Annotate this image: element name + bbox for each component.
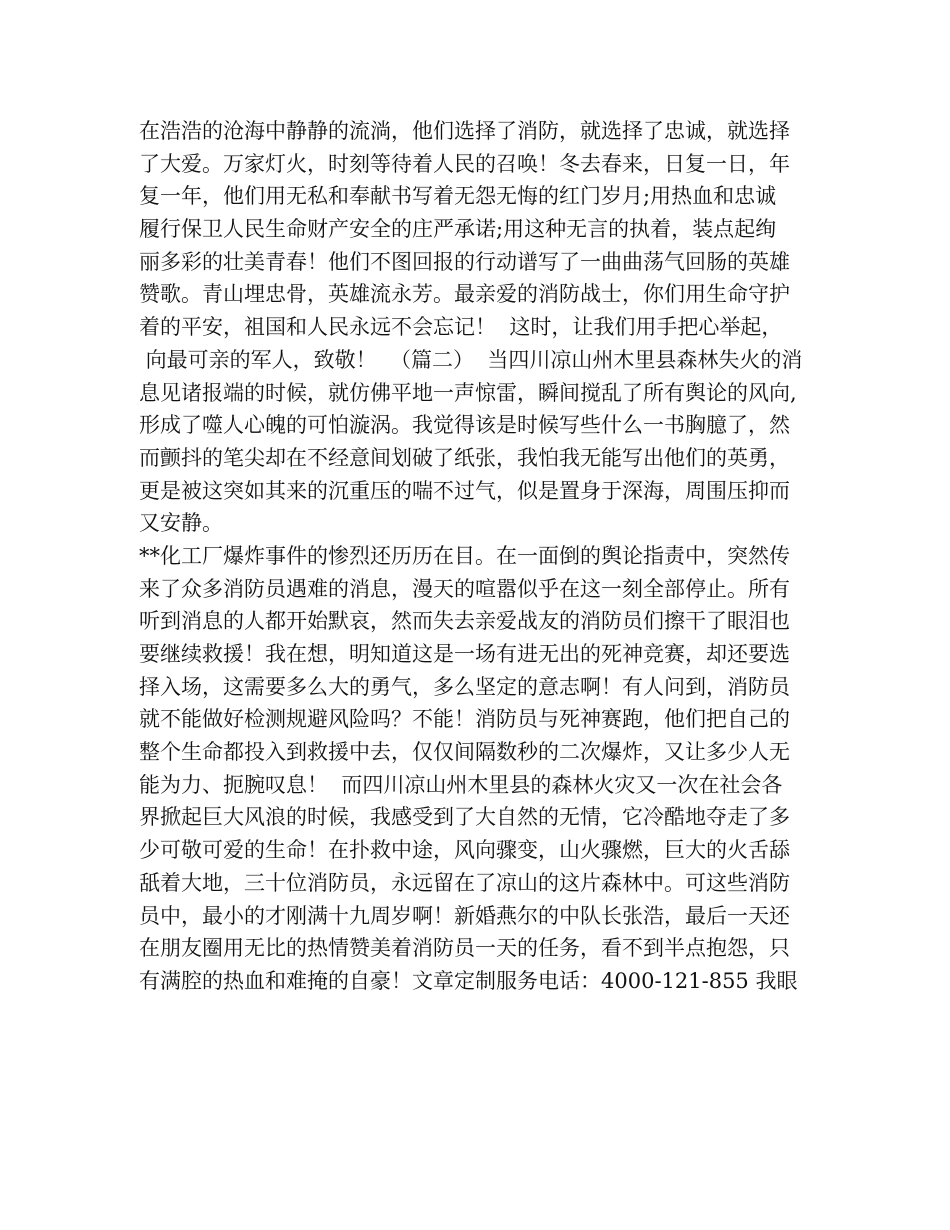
text-line: 赞歌。青山埋忠骨，英雄流永芳。最亲爱的消防战士，你们用生命守护 [139, 282, 790, 307]
text-line: 又安静。 [139, 511, 223, 536]
text-line: 在浩浩的沧海中静静的流淌，他们选择了消防，就选择了忠诚，就选择 [139, 119, 790, 143]
text-line: 界掀起巨大风浪的时候，我感受到了大自然的无情，它冷酷地夺走了多 [139, 805, 790, 830]
text-line: 来了众多消防员遇难的消息，漫天的喧嚣似乎在这一刻全部停止。所有 [139, 576, 790, 601]
text-line: 息见诸报端的时候，就仿佛平地一声惊雷，瞬间搅乱了所有舆论的风向, [139, 380, 797, 405]
text-line: 更是被这突如其来的沉重压的喘不过气，似是置身于深海，周围压抑而 [139, 478, 790, 503]
text-line: 而颤抖的笔尖却在不经意间划破了纸张，我怕我无能写出他们的英勇， [139, 445, 790, 470]
text-line: 丽多彩的壮美青春！他们不图回报的行动谱写了一曲曲荡气回肠的英雄 [139, 249, 790, 274]
text-line: 员中，最小的才刚满十九周岁啊！新婚燕尔的中队长张浩，最后一天还 [139, 903, 790, 928]
text-line: 形成了噬人心魄的可怕漩涡。我觉得该是时候写些什么一书胸臆了，然 [139, 413, 790, 438]
text-line: 能为力、扼腕叹息！ 而四川凉山州木里县的森林火灾又一次在社会各 [139, 772, 783, 797]
text-line: 在朋友圈用无比的热情赞美着消防员一天的任务，看不到半点抱怨，只 [139, 936, 790, 961]
document-body [139, 115, 819, 998]
text-line: **化工厂爆炸事件的惨烈还历历在目。在一面倒的舆论指责中，突然传 [139, 543, 790, 568]
text-line: 有满腔的热血和难掩的自豪！文章定制服务电话：4000-121-855 我眼 [139, 968, 798, 993]
text-line: 复一年，他们用无私和奉献书写着无怨无悔的红门岁月;用热血和忠诚 [139, 184, 777, 209]
text-line: 向最可亲的军人，致敬！ （篇二） 当四川凉山州木里县森林失火的消 [139, 347, 803, 372]
text-line: 择入场，这需要多么大的勇气，多么坚定的意志啊！有人问到，消防员 [139, 674, 790, 699]
text-line: 整个生命都投入到救援中去，仅仅间隔数秒的二次爆炸，又让多少人无 [139, 740, 790, 765]
text-line: 听到消息的人都开始默哀，然而失去亲爱战友的消防员们擦干了眼泪也 [139, 609, 790, 634]
text-line: 了大爱。万家灯火，时刻等待着人民的召唤！冬去春来，日复一日，年 [139, 151, 790, 176]
text-line: 要继续救援！我在想，明知道这是一场有进无出的死神竞赛，却还要选 [139, 642, 790, 666]
text-line: 舐着大地，三十位消防员，永远留在了凉山的这片森林中。可这些消防 [139, 870, 790, 895]
text-line: 履行保卫人民生命财产安全的庄严承诺;用这种无言的执着，装点起绚 [139, 217, 777, 242]
text-line: 少可敬可爱的生命！在扑救中途，风向骤变，山火骤燃，巨大的火舌舔 [139, 838, 790, 863]
text-line: 着的平安，祖国和人民永远不会忘记！ 这时，让我们用手把心举起， [139, 315, 783, 340]
text-line: 就不能做好检测规避风险吗？不能！消防员与死神赛跑，他们把自己的 [139, 707, 790, 732]
